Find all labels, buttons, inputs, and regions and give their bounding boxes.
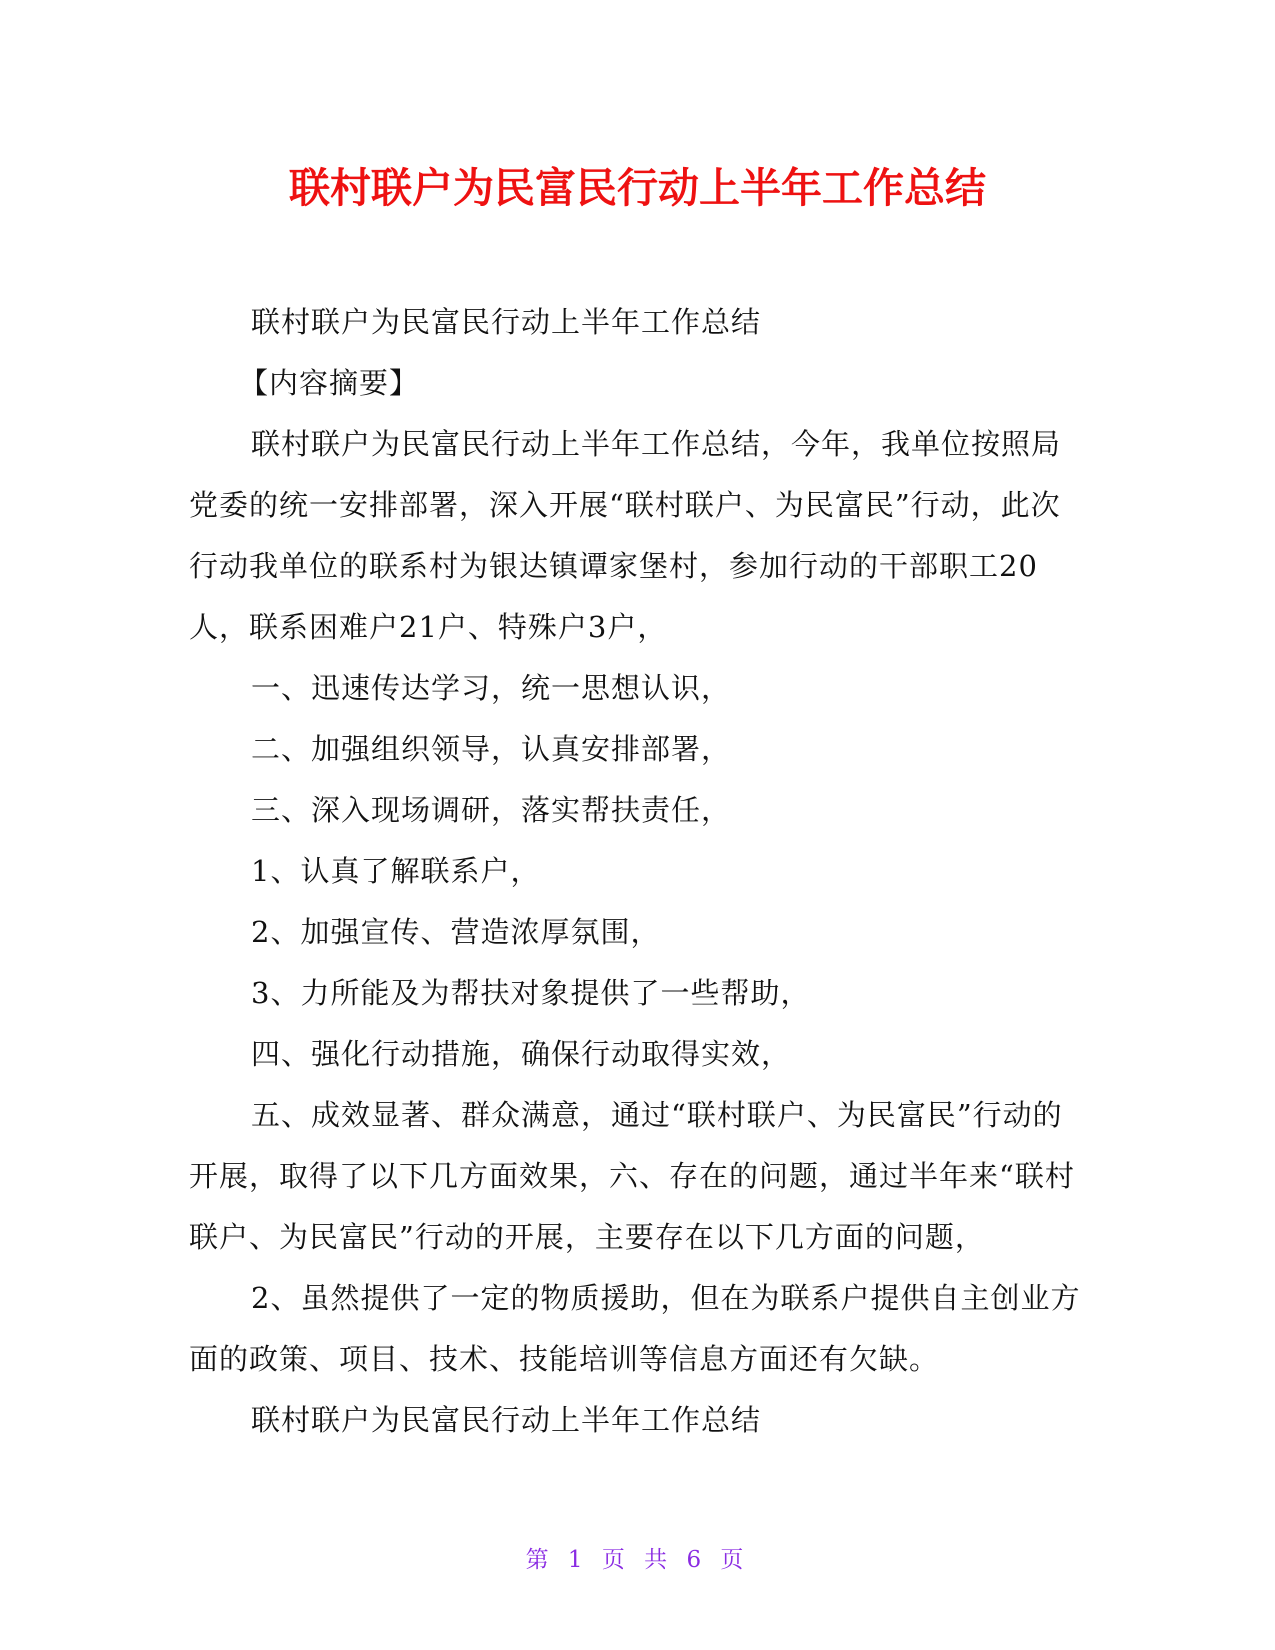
paragraph-closing: 联村联户为民富民行动上半年工作总结 bbox=[251, 1403, 762, 1437]
page-number-footer: 第 1 页 共 6 页 bbox=[525, 1547, 750, 1573]
document-title: 联村联户为民富民行动上半年工作总结 bbox=[289, 164, 986, 212]
paragraph-section-1: 一、迅速传达学习，统一思想认识， bbox=[251, 671, 732, 705]
paragraph-subtitle: 联村联户为民富民行动上半年工作总结 bbox=[251, 305, 762, 339]
paragraph-section-5: 五、成效显著、群众满意，通过“联村联户、为民富民”行动的开展，取得了以下几方面效果，六、存在的问题，通过半年来“联村联户、为民富民”行动的开展，主要存在以下几方面的问题， bbox=[189, 1098, 1075, 1254]
paragraph-item-1: 1、认真了解联系户， bbox=[251, 854, 541, 888]
document-body bbox=[189, 292, 1083, 1451]
paragraph-item-2b: 2、虽然提供了一定的物质援助，但在为联系户提供自主创业方面的政策、项目、技术、技能培训等信息方面还有欠缺。 bbox=[189, 1281, 1081, 1376]
paragraph-abstract-heading: 【内容摘要】 bbox=[239, 366, 420, 400]
paragraph-intro: 联村联户为民富民行动上半年工作总结，今年，我单位按照局党委的统一安排部署，深入开展“联村联户、为民富民”行动，此次行动我单位的联系村为银达镇谭家堡村，参加行动的干部职工20人，联系困难户21户、特殊户3户， bbox=[189, 427, 1062, 644]
paragraph-section-4: 四、强化行动措施，确保行动取得实效， bbox=[251, 1037, 792, 1071]
paragraph-section-2: 二、加强组织领导，认真安排部署， bbox=[251, 732, 732, 766]
paragraph-item-2: 2、加强宣传、营造浓厚氛围， bbox=[251, 915, 661, 949]
paragraph-section-3: 三、深入现场调研，落实帮扶责任， bbox=[251, 793, 732, 827]
paragraph-item-3: 3、力所能及为帮扶对象提供了一些帮助， bbox=[251, 976, 811, 1010]
